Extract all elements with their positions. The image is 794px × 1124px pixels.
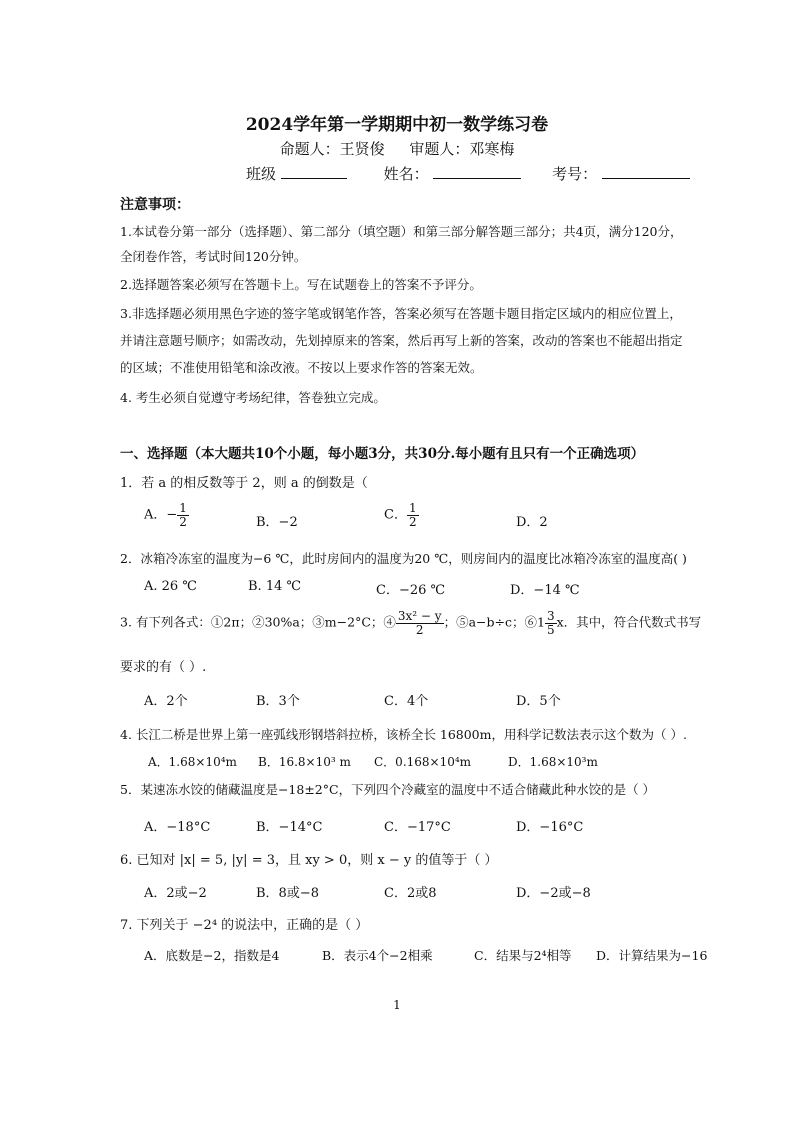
student-info — [246, 163, 690, 184]
q3-stem — [120, 610, 701, 636]
q3-option-b[interactable]: B．3个 — [256, 694, 300, 709]
q6-option-c[interactable]: C．2或8 — [384, 886, 437, 901]
name-label: 姓名： — [383, 165, 429, 183]
q4-option-b[interactable]: B．16.8×10³ m — [258, 755, 351, 769]
q4-option-a[interactable]: A．1.68×10⁴m — [148, 755, 237, 769]
q3-option-d[interactable]: D．5个 — [516, 694, 561, 709]
fraction — [407, 502, 419, 528]
q2-option-c[interactable]: C．−26 ℃ — [376, 583, 446, 598]
id-blank[interactable] — [602, 164, 690, 179]
q5-option-a[interactable]: A．−18°C — [144, 820, 211, 835]
mixed-fraction — [545, 610, 557, 636]
name-blank[interactable] — [433, 164, 521, 179]
q7-option-a[interactable]: A．底数是−2，指数是4 — [144, 948, 280, 963]
q5-option-b[interactable]: B．−14°C — [256, 820, 323, 835]
notes-line: 2.选择题答案必须写在答题卡上。写在试题卷上的答案不予评分。 — [120, 277, 482, 292]
notes-line: 全闭卷作答，考试时间120分钟。 — [120, 249, 307, 264]
q3-stem-part: ；⑤a−b÷c；⑥1 — [443, 614, 545, 630]
q1-option-c[interactable] — [384, 502, 419, 528]
denominator: 2 — [415, 622, 424, 637]
numerator: 1 — [408, 501, 417, 515]
author: 命题人：王贤俊 — [279, 140, 385, 158]
q2-option-b[interactable]: B. 14 ℃ — [248, 579, 302, 594]
q2-option-d[interactable]: D．−14 ℃ — [510, 583, 580, 598]
q1-option-d[interactable]: D．2 — [516, 515, 548, 530]
numerator: 3 — [546, 609, 555, 623]
q4-option-c[interactable]: C．0.168×10⁴m — [374, 755, 472, 769]
numerator: 1 — [179, 501, 187, 515]
q6-stem: 6. 已知对 |x| = 5, |y| = 3，且 xy > 0，则 x − y 的值等于（ ） — [120, 853, 498, 868]
class-blank[interactable] — [281, 164, 347, 179]
notes-line: 的区域；不准使用铅笔和涂改液。不按以上要求作答的答案无效。 — [120, 360, 483, 375]
denominator: 2 — [179, 514, 187, 529]
q6-option-b[interactable]: B．8或−8 — [256, 886, 319, 901]
reviewer: 审题人：邓寒梅 — [409, 140, 515, 158]
q7-option-c[interactable]: C．结果与2⁴相等 — [474, 948, 572, 963]
denominator: 5 — [546, 622, 555, 637]
fraction — [177, 502, 189, 528]
notes-heading: 注意事项： — [120, 197, 190, 213]
numerator: 3x² − y — [397, 609, 442, 623]
q5-option-d[interactable]: D．−16°C — [516, 820, 584, 835]
q4-option-d[interactable]: D．1.68×10³m — [508, 755, 598, 769]
minus-sign: − — [166, 507, 178, 523]
q5-option-c[interactable]: C．−17°C — [384, 820, 451, 835]
notes-line: 4. 考生必须自觉遵守考场纪律，答卷独立完成。 — [120, 390, 386, 405]
class-label: 班级 — [246, 165, 277, 183]
page-number: 1 — [393, 998, 401, 1012]
q6-option-d[interactable]: D．−2或−8 — [516, 886, 591, 901]
q2-option-a[interactable]: A. 26 ℃ — [144, 579, 197, 594]
fraction — [396, 610, 444, 636]
q1-stem: 1．若 a 的相反数等于 2，则 a 的倒数是（ — [120, 476, 368, 491]
exam-title: 2024学年第一学期期中初一数学练习卷 — [245, 115, 549, 135]
section1-heading: 一、选择题（本大题共10个小题，每小题3分，共30分.每小题有且只有一个正确选项） — [120, 446, 645, 462]
q3-option-c[interactable]: C．4个 — [384, 694, 429, 709]
q6-option-a[interactable]: A．2或−2 — [144, 886, 207, 901]
q1-option-a[interactable] — [144, 502, 189, 528]
denominator: 2 — [408, 514, 417, 529]
q2-stem: 2．冰箱冷冻室的温度为−6 ℃，此时房间内的温度为20 ℃，则房间内的温度比冰箱冷冻室的温度高( ) — [120, 551, 687, 566]
q1-option-b[interactable]: B．−2 — [256, 515, 298, 530]
q7-option-d[interactable]: D．计算结果为−16 — [596, 948, 708, 963]
id-label: 考号： — [552, 165, 598, 183]
option-label: A． — [144, 507, 167, 523]
q3-stem-part: 3. 有下列各式：①2π；②30%a；③m−2°C；④ — [120, 614, 396, 630]
notes-line: 3.非选择题必须用黑色字迹的签字笔或钢笔作答，答案必须写在答题卡题目指定区域内的相应位置上， — [120, 306, 682, 321]
q4-stem: 4. 长江二桥是世界上第一座弧线形钢塔斜拉桥，该桥全长 16800m，用科学记数法表示这个数为（ ）. — [120, 727, 687, 742]
q5-stem: 5．某速冻水饺的储藏温度是−18±2°C，下列四个冷藏室的温度中不适合储藏此种水饺的是（ ） — [120, 782, 656, 797]
notes-line: 并请注意题号顺序；如需改动，先划掉原来的答案，然后再写上新的答案，改动的答案也不能超出指定 — [120, 333, 683, 348]
author-line — [0, 138, 794, 159]
q3-stem-continued: 要求的有（ ）. — [120, 660, 207, 675]
option-label: C． — [384, 507, 407, 523]
q7-option-b[interactable]: B．表示4个−2相乘 — [322, 948, 433, 963]
q1-options — [144, 502, 744, 542]
notes-line: 1.本试卷分第一部分（选择题）、第二部分（填空题）和第三部分解答题三部分；共4页，满分120分， — [120, 224, 683, 239]
q7-stem: 7. 下列关于 −2⁴ 的说法中，正确的是（ ） — [120, 918, 369, 933]
q3-stem-part: x．其中，符合代数式书写 — [556, 614, 702, 630]
q3-option-a[interactable]: A．2个 — [144, 694, 188, 709]
